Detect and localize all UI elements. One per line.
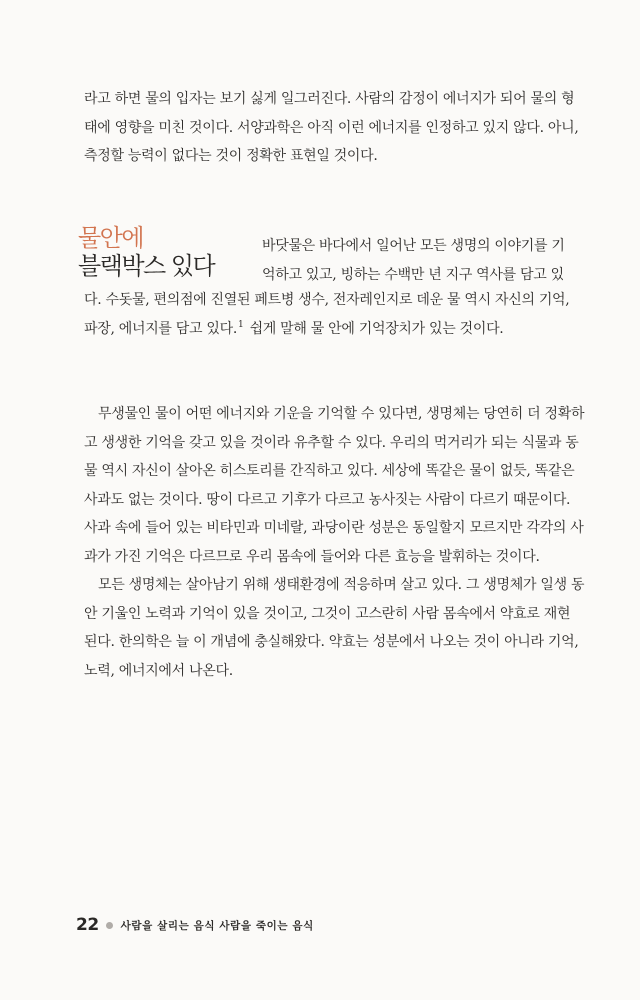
section-heading-line1: 물안에 (78, 224, 144, 252)
paragraph-body-2 (84, 571, 585, 685)
text-line: 된다. 한의학은 늘 이 개념에 충실해왔다. 약효는 성분에서 나오는 것이 아니라 기억, (84, 634, 579, 650)
section-heading-line2: 블랙박스 있다 (78, 252, 215, 280)
text-line: 억하고 있고, 빙하는 수백만 년 지구 역사를 담고 있 (262, 266, 564, 283)
paragraph-body-1 (84, 400, 585, 571)
text-line: 모든 생명체는 살아남기 위해 생태환경에 적응하며 살고 있다. 그 생명체가 일생 동 (98, 577, 585, 593)
text-line: 측정할 능력이 없다는 것이 정확한 표현일 것이다. (84, 148, 378, 164)
section-heading (78, 224, 214, 280)
page-number: 22 (76, 915, 99, 935)
text-line: 다. 수돗물, 편의점에 진열된 페트병 생수, 전자레인지로 데운 물 역시 자신의 기억, (84, 292, 570, 308)
paragraph-intro-side (262, 232, 565, 289)
paragraph-intro-rest (84, 286, 570, 343)
text-line: 무생물인 물이 어떤 에너지와 기운을 기억할 수 있다면, 생명체는 당연히 더 정확하 (98, 406, 585, 422)
bullet-dot-icon (106, 922, 113, 929)
paragraph-top (84, 85, 579, 171)
text-line: 사과 속에 들어 있는 비타민과 미네랄, 과당이란 성분은 동일할지 모르지만 각각의 사 (84, 520, 584, 536)
text-line: 사과도 없는 것이다. 땅이 다르고 기후가 다르고 농사짓는 사람이 다르기 때문이다. (84, 491, 571, 508)
text-line (84, 315, 554, 344)
page-footer (76, 915, 314, 935)
text-line: 고 생생한 기억을 갖고 있을 것이라 유추할 수 있다. 우리의 먹거리가 되는 식물과 동 (84, 434, 579, 451)
text-line: 바닷물은 바다에서 일어난 모든 생명의 이야기를 기 (262, 238, 565, 254)
text-line: 과가 가진 기억은 다르므로 우리 몸속에 들어와 다른 효능을 발휘하는 것이다. (84, 548, 540, 565)
text-segment: 쉽게 말해 물 안에 기억장치가 있는 것이다. (245, 320, 504, 337)
footnote-marker: 1 (238, 319, 244, 330)
text-line: 물 역시 자신이 살아온 히스토리를 간직하고 있다. 세상에 똑같은 물이 없듯, 똑같은 (84, 463, 575, 479)
text-line: 태에 영향을 미친 것이다. 서양과학은 아직 이런 에너지를 인정하고 있지 않다. 아니, (84, 119, 579, 136)
text-line: 노력, 에너지에서 나온다. (84, 662, 233, 679)
text-segment: 파장, 에너지를 담고 있다. (84, 320, 237, 337)
text-line: 라고 하면 물의 입자는 보기 싫게 일그러진다. 사람의 감정이 에너지가 되어 물의 형 (84, 91, 575, 107)
text-line: 안 기울인 노력과 기억이 있을 것이고, 그것이 고스란히 사람 몸속에서 약효로 재현 (84, 605, 571, 622)
running-title: 사람을 살리는 음식 사람을 죽이는 음식 (120, 919, 314, 932)
